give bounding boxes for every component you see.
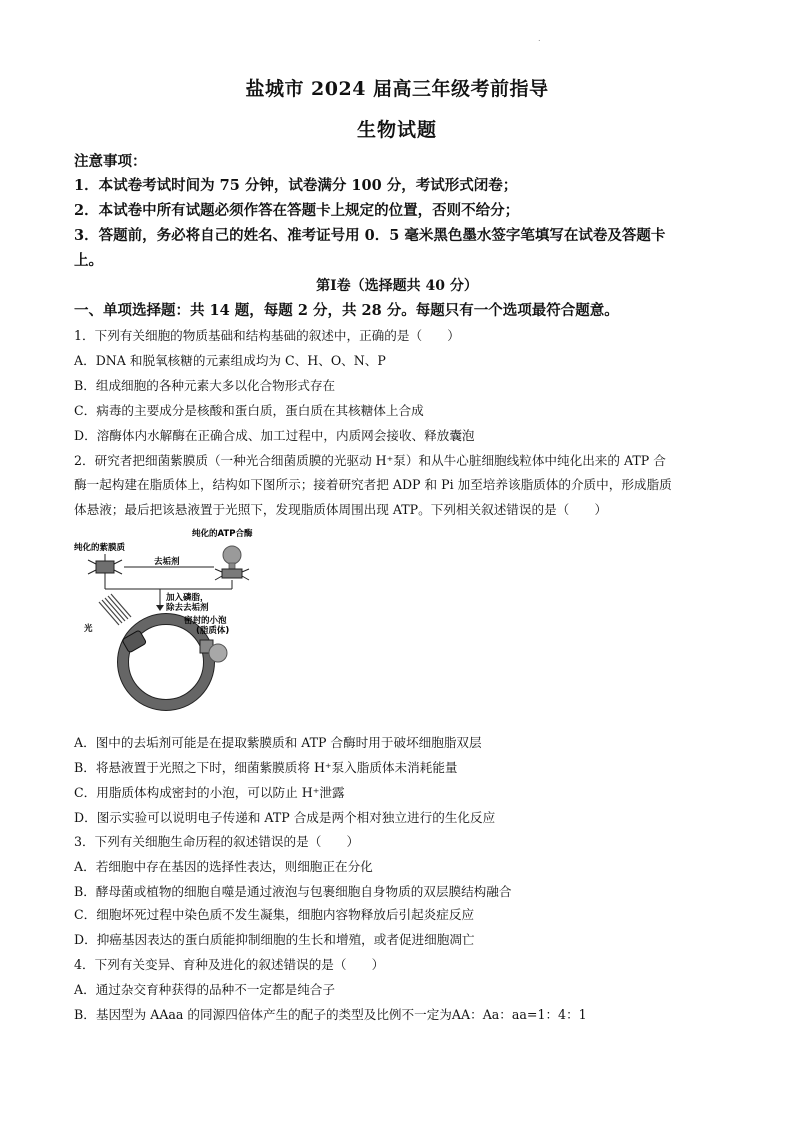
- q2-option-b: B．将悬液置于光照之下时，细菌紫膜质将 H⁺泵入脂质体未消耗能量: [74, 760, 458, 775]
- q2-option-a: A．图中的去垢剂可能是在提取紫膜质和 ATP 合酶时用于破坏细胞脂双层: [74, 735, 482, 750]
- label-light: 光: [84, 624, 93, 634]
- purple-membrane-protein: [88, 554, 122, 580]
- label-add-phospholipid: 加入磷脂，: [166, 593, 209, 603]
- q4-stem: 4．下列有关变异、育种及进化的叙述错误的是（ ）: [74, 957, 385, 972]
- label-detergent: 去垢剂: [154, 557, 180, 567]
- section-title: 第Ⅰ卷（选择题共 40 分）: [316, 278, 478, 294]
- q1-option-d: D．溶酶体内水解酶在正确合成、加工过程中，内质网会接收、释放囊泡: [74, 428, 475, 443]
- q1-option-b: B．组成细胞的各种元素大多以化合物形式存在: [74, 378, 336, 393]
- q2-stem-line-2: 酶一起构建在脂质体上，结构如下图所示；接着研究者把 ADP 和 Pi 加至培养该脂质体的介质中，形成脂质: [74, 477, 672, 492]
- q2-stem-line-3: 体悬液；最后把该悬液置于光照下，发现脂质体周围出现 ATP。下列相关叙述错误的是（ ）: [74, 502, 608, 517]
- liposome-diagram: [74, 527, 274, 712]
- exam-subtitle: 生物试题: [356, 119, 437, 141]
- q1-option-a: A．DNA 和脱氧核糖的元素组成均为 C、H、O、N、P: [74, 353, 386, 368]
- light-beam: [99, 594, 131, 625]
- q3-option-d: D．抑癌基因表达的蛋白质能抑制细胞的生长和增殖，或者促进细胞凋亡: [74, 932, 475, 947]
- section-instruction: 一、单项选择题：共 14 题，每题 2 分，共 28 分。每题只有一个选项最符合题意。: [74, 302, 619, 319]
- label-purified-atp-synthase: 纯化的ATP合酶: [192, 529, 253, 539]
- q4-option-b: B．基因型为 AAaa 的同源四倍体产生的配子的类型及比例不一定为AA：Aa：aa=1：4：1: [74, 1007, 587, 1022]
- q4-option-a: A．通过杂交育种获得的品种不一定都是纯合子: [74, 982, 335, 997]
- q2-option-d: D．图示实验可以说明电子传递和 ATP 合成是两个相对独立进行的生化反应: [74, 810, 496, 825]
- label-purified-purple-membrane: 纯化的紫膜质: [74, 543, 126, 553]
- note-item-3-cont: 上。: [74, 252, 103, 269]
- q3-option-a: A．若细胞中存在基因的选择性表达，则细胞正在分化: [74, 859, 373, 874]
- q1-option-c: C．病毒的主要成分是核酸和蛋白质，蛋白质在其核糖体上合成: [74, 403, 424, 418]
- q2-option-c: C．用脂质体构成密封的小泡，可以防止 H⁺泄露: [74, 785, 345, 800]
- label-sealed-vesicle: 密封的小泡: [184, 616, 227, 626]
- note-item-3: 3．答题前，务必将自己的姓名、准考证号用 0．5 毫米黑色墨水签字笔填写在试卷及答题卡: [74, 227, 666, 244]
- atp-synthase: [215, 546, 249, 580]
- exam-title: 盐城市 2024 届高三年级考前指导: [245, 78, 549, 100]
- exam-page: . 盐城市 2024 届高三年级考前指导 生物试题 注意事项： 1．本试卷考试时间为 75 分钟，试卷满分 100 分，考试形式闭卷； 2．本试卷中所有试题必须作答在答题卡上规定的位置，否则不给分； 3．答题前，务必将自己的姓名、准考证号用 0．5 毫米黑色墨水签字笔填写在试卷及答题卡 上。 第Ⅰ卷（选择题共 40 分） 一、单项选择题：共 14 题，每题 2 分，共 28 分。每题只有一个选项最符合题意。 1．下列有关细胞的物质基础和结构基础的叙述中，正确的是（ ） A．DNA 和脱氧核糖的元素组成均为 C、H、O、N、P B．组成细胞的各种元素大多以化合物形式存在 C．病毒的主要成分是核酸和蛋白质，蛋白质在其核糖体上合成 D．溶酶体内水解酶在正确合成、加工过程中，内质网会接收、释放囊泡 2．研究者把细菌紫膜质（一种光合细菌质膜的光驱动 H⁺泵）和从牛心脏细胞线粒体中纯化出来的 ATP 合 酶一起构建在脂质体上，结构如下图所示；接着研究者把 ADP 和 Pi 加至培养该脂质体的介质中，形成脂质 体悬液；最后把该悬液置于光照下，发现脂质体周围出现 ATP。下列相关叙述错误的是（ ） 纯化的紫膜质 纯化的ATP合酶 去垢剂 加入磷脂， 除去去垢剂 光 密封的小泡 (脂质体) A．图中的去垢剂可能是在提取紫膜质和 ATP 合酶时用于破坏细胞脂双层 B．将悬液置于光照之下时，细菌紫膜质将 H⁺泵入脂质体未消耗能量 C．用脂质体构成密封的小泡，可以防止 H⁺泄露 D．图示实验可以说明电子传递和 ATP 合成是两个相对独立进行的生化反应 3．下列有关细胞生命历程的叙述错误的是（ ） A．若细胞中存在基因的选择性表达，则细胞正在分化 B．酵母菌或植物的细胞自噬是通过液泡与包裹细胞自身物质的双层膜结构融合 C．细胞坏死过程中染色质不发生凝集，细胞内容物释放后引起炎症反应 D．抑癌基因表达的蛋白质能抑制细胞的生长和增殖，或者促进细胞凋亡 4．下列有关变异、育种及进化的叙述错误的是（ ） A．通过杂交育种获得的品种不一定都是纯合子 B．基因型为 AAaa 的同源四倍体产生的配子的类型及比例不一定为AA：Aa：aa=1：4：1: [0, 0, 794, 1122]
- q1-stem: 1．下列有关细胞的物质基础和结构基础的叙述中，正确的是（ ）: [74, 328, 460, 343]
- notes-heading: 注意事项：: [74, 153, 147, 170]
- label-remove-detergent: 除去去垢剂: [166, 603, 209, 613]
- q3-option-c: C．细胞坏死过程中染色质不发生凝集，细胞内容物释放后引起炎症反应: [74, 907, 475, 922]
- label-liposome: (脂质体): [196, 626, 230, 636]
- note-item-2: 2．本试卷中所有试题必须作答在答题卡上规定的位置，否则不给分；: [74, 202, 520, 219]
- q3-option-b: B．酵母菌或植物的细胞自噬是通过液泡与包裹细胞自身物质的双层膜结构融合: [74, 884, 512, 899]
- q3-stem: 3．下列有关细胞生命历程的叙述错误的是（ ）: [74, 834, 360, 849]
- q2-stem-line-1: 2．研究者把细菌紫膜质（一种光合细菌质膜的光驱动 H⁺泵）和从牛心脏细胞线粒体中纯化出来的 ATP 合: [74, 453, 666, 468]
- note-item-1: 1．本试卷考试时间为 75 分钟，试卷满分 100 分，考试形式闭卷；: [74, 177, 518, 194]
